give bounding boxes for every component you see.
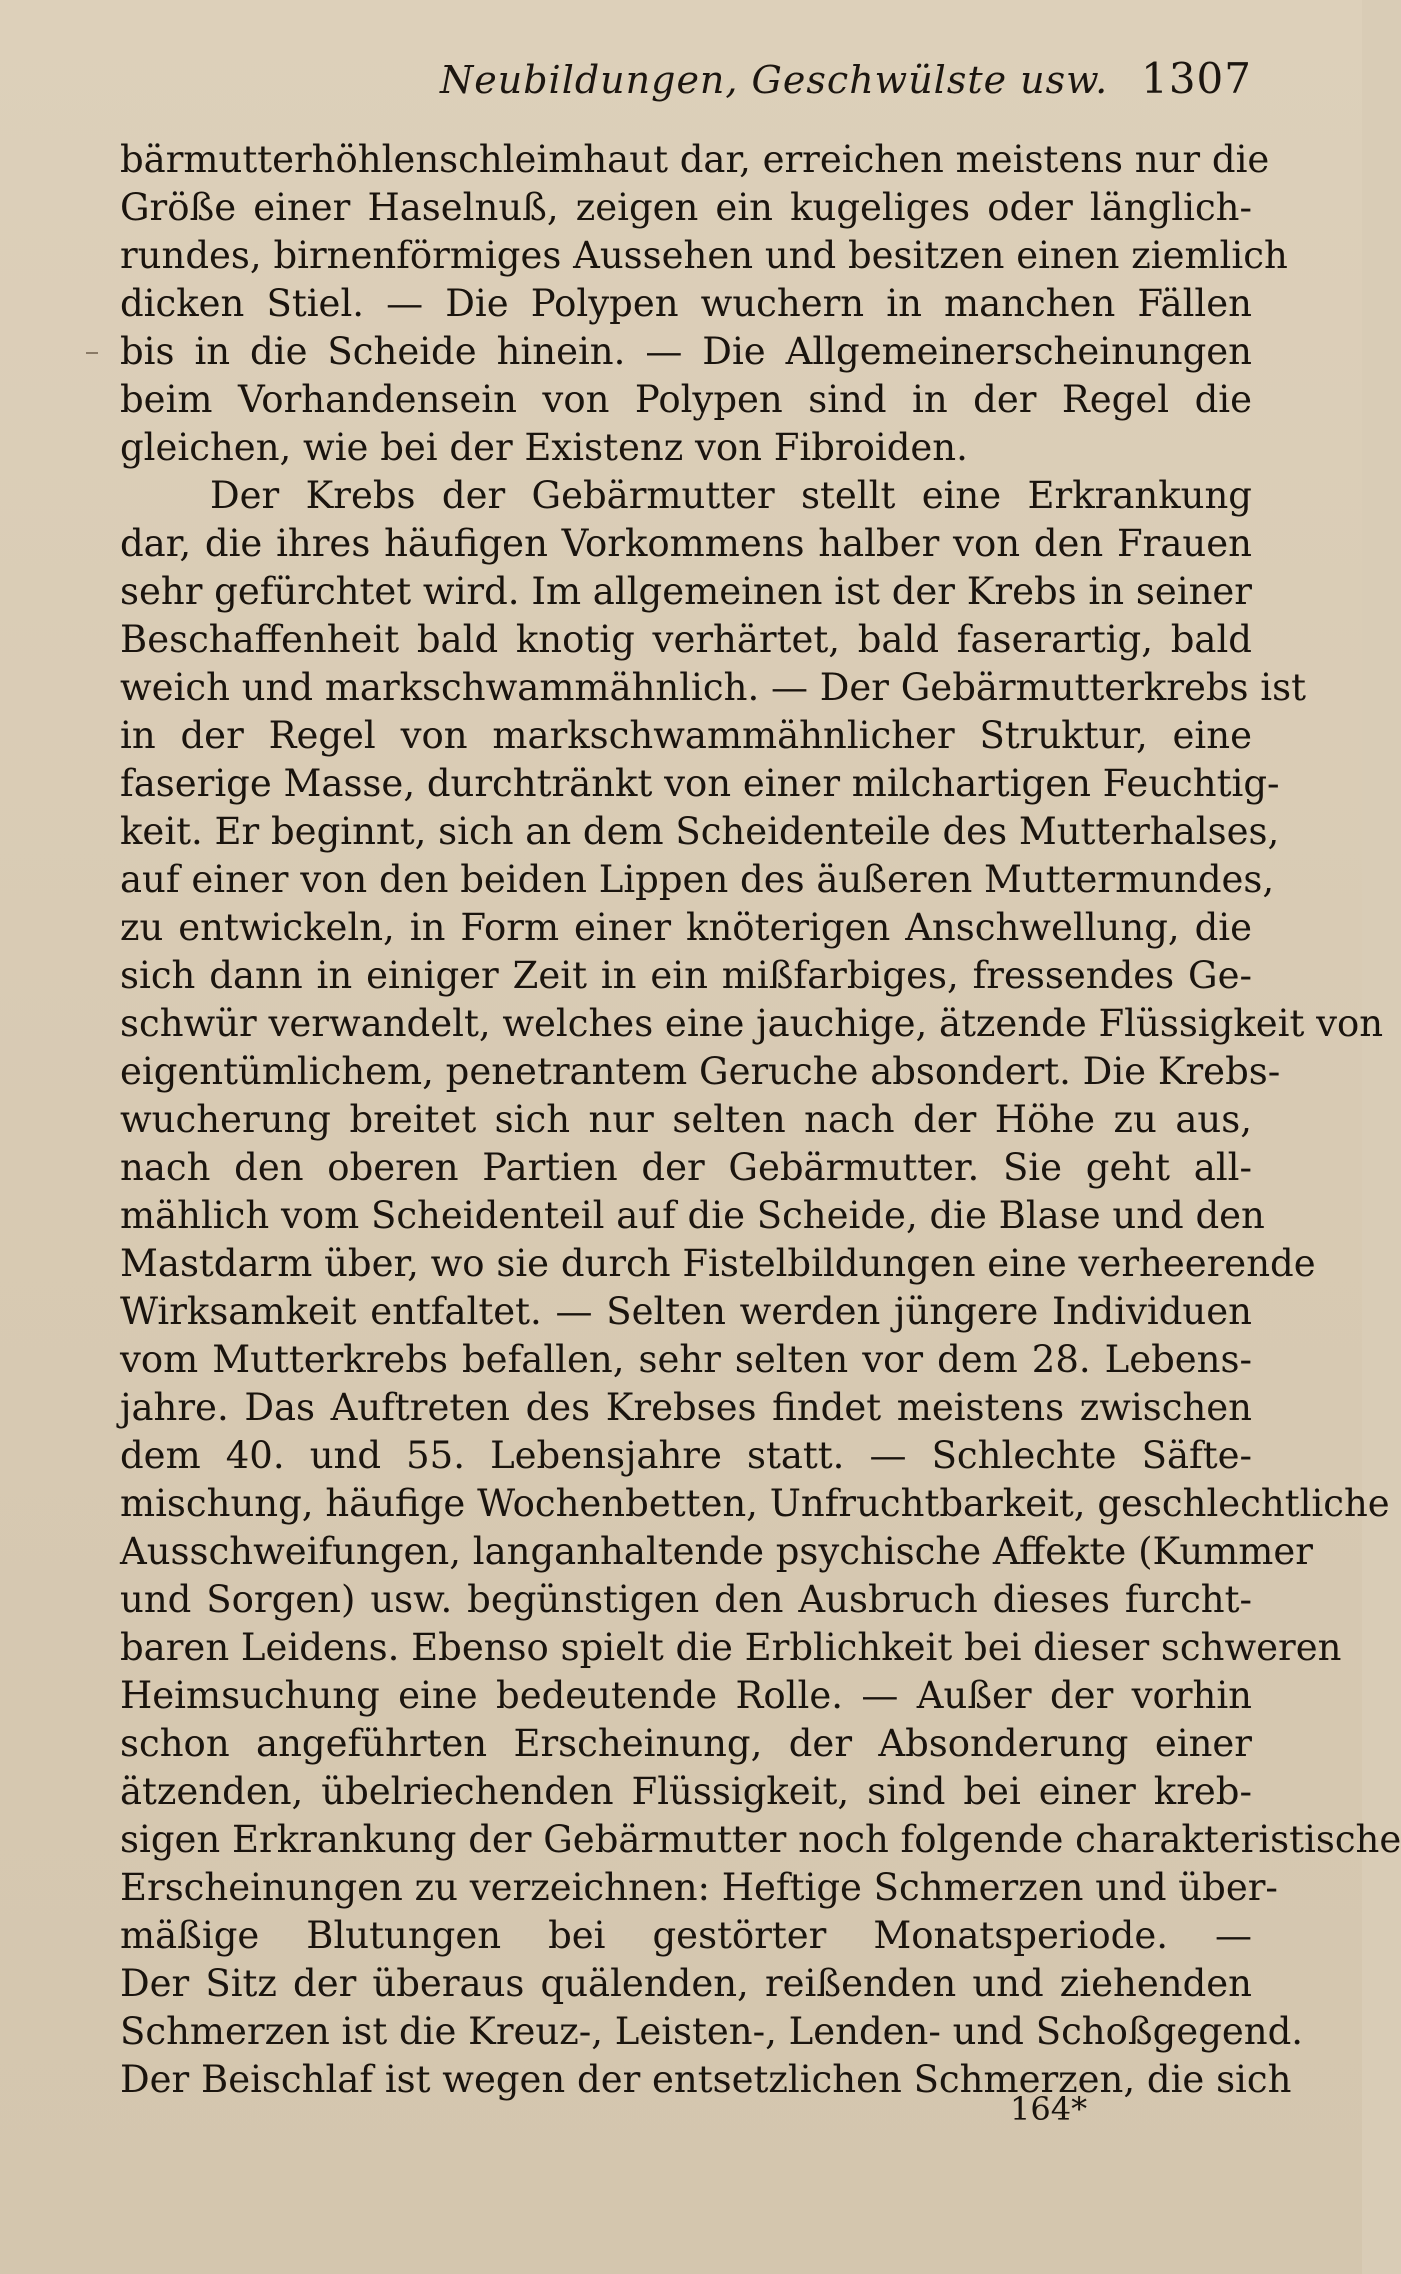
text-line: Heimsuchung eine bedeutende Rolle. — Außer der vorhin [120,1674,1252,1717]
text-line: mischung, häufige Wochenbetten, Unfruchtbarkeit, geschlechtliche [120,1482,1390,1525]
text-line: dem 40. und 55. Lebensjahre statt. — Schlechte Säfte- [120,1434,1252,1477]
paragraph-start-line: Der Krebs der Gebärmutter stellt eine Erkrankung [210,474,1252,517]
text-line: bis in die Scheide hinein. — Die Allgemeinerscheinungen [120,330,1252,373]
text-line: auf einer von den beiden Lippen des äußeren Muttermundes, [120,858,1275,901]
text-line: Erscheinungen zu verzeichnen: Heftige Schmerzen und über- [120,1866,1278,1909]
text-line: beim Vorhandensein von Polypen sind in der Regel die [120,378,1252,421]
text-line: rundes, birnenförmiges Aussehen und besitzen einen ziemlich [120,234,1288,277]
text-line: keit. Er beginnt, sich an dem Scheidenteile des Mutterhalses, [120,810,1280,853]
text-line: mählich vom Scheidenteil auf die Scheide, die Blase und den [120,1194,1265,1237]
running-title: Neubildungen, Geschwülste usw. [440,58,1109,102]
text-line: Wirksamkeit entfaltet. — Selten werden jüngere Individuen [120,1290,1252,1333]
text-line: Der Sitz der überaus quälenden, reißenden und ziehenden [120,1962,1252,2005]
text-line: Größe einer Haselnuß, zeigen ein kugeliges oder länglich- [120,186,1252,229]
printer-signature-mark: 164* [1010,2090,1088,2128]
text-line: jahre. Das Auftreten des Krebses findet meistens zwischen [120,1386,1252,1429]
text-line: sigen Erkrankung der Gebärmutter noch folgende charakteristische [120,1818,1401,1861]
text-line: Ausschweifungen, langanhaltende psychische Affekte (Kummer [120,1530,1313,1573]
body-text [120,136,1401,2104]
text-line: wucherung breitet sich nur selten nach der Höhe zu aus, [120,1098,1252,1141]
text-line: gleichen, wie bei der Existenz von Fibroiden. [120,426,968,469]
text-line: in der Regel von markschwammähnlicher Struktur, eine [120,714,1252,757]
text-line: Der Beischlaf ist wegen der entsetzlichen Schmerzen, die sich [120,2058,1292,2101]
text-line: schon angeführten Erscheinung, der Absonderung einer [120,1722,1252,1765]
text-line: und Sorgen) usw. begünstigen den Ausbruch dieses furcht- [120,1578,1252,1621]
text-line: eigentümlichem, penetrantem Geruche absondert. Die Krebs- [120,1050,1281,1093]
text-line: nach den oberen Partien der Gebärmutter. Sie geht all- [120,1146,1252,1189]
text-line: vom Mutterkrebs befallen, sehr selten vor dem 28. Lebens- [120,1338,1252,1381]
text-line: weich und markschwammähnlich. — Der Gebärmutterkrebs ist [120,666,1306,709]
text-line: mäßige Blutungen bei gestörter Monatsperiode. — [120,1914,1252,1957]
page-number: 1307 [1141,54,1252,103]
text-line: dar, die ihres häufigen Vorkommens halber von den Frauen [120,522,1252,565]
text-line: bärmutterhöhlenschleimhaut dar, erreichen meistens nur die [120,138,1270,181]
text-line: sehr gefürchtet wird. Im allgemeinen ist der Krebs in seiner [120,570,1252,613]
text-line: Mastdarm über, wo sie durch Fistelbildungen eine verheerende [120,1242,1316,1285]
text-line: zu entwickeln, in Form einer knöterigen Anschwellung, die [120,906,1252,949]
page-header [120,50,1252,110]
text-line: sich dann in einiger Zeit in ein mißfarbiges, fressendes Ge- [120,954,1252,997]
margin-dash-mark [86,352,98,354]
text-line: faserige Masse, durchtränkt von einer milchartigen Feuchtig- [120,762,1280,805]
text-line: Beschaffenheit bald knotig verhärtet, bald faserartig, bald [120,618,1252,661]
text-line: schwür verwandelt, welches eine jauchige, ätzende Flüssigkeit von [120,1002,1384,1045]
text-line: ätzenden, übelriechenden Flüssigkeit, sind bei einer kreb- [120,1770,1252,1813]
text-line: dicken Stiel. — Die Polypen wuchern in manchen Fällen [120,282,1252,325]
text-line: Schmerzen ist die Kreuz-, Leisten-, Lenden- und Schoßgegend. [120,2010,1304,2053]
text-line: baren Leidens. Ebenso spielt die Erblichkeit bei dieser schweren [120,1626,1342,1669]
